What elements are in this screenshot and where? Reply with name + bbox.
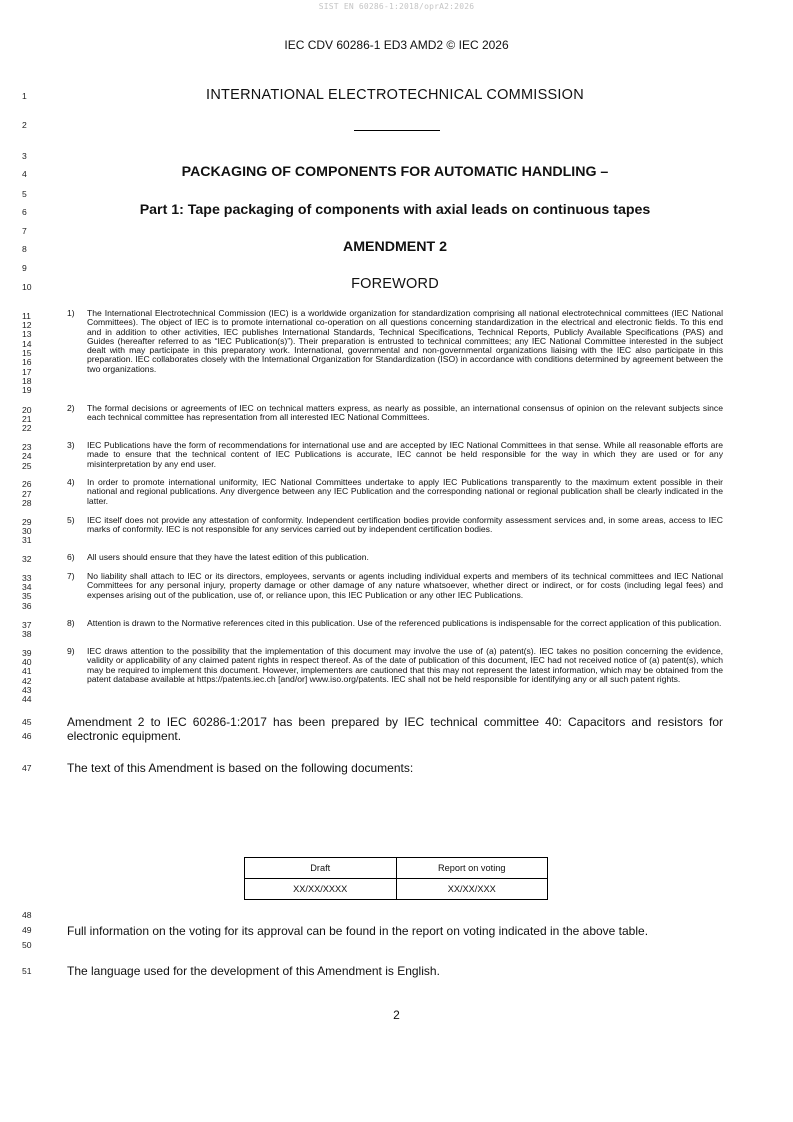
line-number: 44 [22, 694, 32, 704]
line-number: 2 [22, 120, 27, 130]
title-divider [354, 130, 440, 131]
foreword-item [67, 553, 723, 562]
line-number: 29 [22, 517, 32, 527]
foreword-item [67, 478, 723, 506]
item-text: All users should ensure that they have the latest edition of this publication. [87, 552, 369, 562]
item-number: 2) [67, 403, 75, 413]
line-number: 20 [22, 405, 32, 415]
line-number: 32 [22, 554, 32, 564]
line-number: 3 [22, 151, 27, 161]
line-number: 38 [22, 629, 32, 639]
line-number: 1 [22, 91, 27, 101]
line-number: 24 [22, 451, 32, 461]
foreword-item [67, 516, 723, 535]
line-number: 37 [22, 620, 32, 630]
line-number: 34 [22, 582, 32, 592]
line-number: 14 [22, 339, 32, 349]
line-number: 51 [22, 966, 32, 976]
item-text: In order to promote international uniformity, IEC National Committees undertake to apply IEC Publications transparently to the maximum extent possible in their national and regional publications. Any divergence between any IEC Publication and the corresponding national or regional publication shall be clearly indicated in the latter. [87, 477, 723, 506]
line-number: 49 [22, 925, 32, 935]
line-number: 16 [22, 357, 32, 367]
page-number: 2 [393, 1008, 400, 1022]
line-number: 42 [22, 676, 32, 686]
line-number: 9 [22, 263, 27, 273]
organization-name: INTERNATIONAL ELECTROTECHNICAL COMMISSION [206, 87, 584, 103]
line-number: 27 [22, 489, 32, 499]
line-number: 33 [22, 573, 32, 583]
item-text: IEC itself does not provide any attestation of conformity. Independent certification bodies provide conformity assessment services and, in some areas, access to IEC marks of conformity. IEC is not responsible for any services carried out by independent certification bodies. [87, 515, 723, 535]
table-cell-draft: XX/XX/XXXX [245, 879, 397, 900]
item-number: 8) [67, 618, 75, 628]
line-number: 35 [22, 591, 32, 601]
document-part-title: Part 1: Tape packaging of components with axial leads on continuous tapes [139, 202, 651, 218]
foreword-item [67, 404, 723, 423]
line-number: 28 [22, 498, 32, 508]
item-text: The International Electrotechnical Commission (IEC) is a worldwide organization for standardization comprising all national electrotechnical committees (IEC National Committees). The object of IEC is to promote international co-operation on all questions concerning standardization in the electrical and electronic fields. To this end and in addition to other activities, IEC publishes International Standards, Technical Specifications, Technical Reports, Publicly Available Specifications (PAS) and Guides (hereafter referred to as “IEC Publication(s)”). Their preparation is entrusted to technical committees; any IEC National Committee interested in the subject dealt with may participate in this preparatory work. International, governmental and non-governmental organizations liaising with the IEC also participate in this preparation. IEC collaborates closely with the International Organization for Standardization (ISO) in accordance with conditions determined by agreement between the two organizations. [87, 308, 723, 374]
line-number: 46 [22, 731, 32, 741]
item-text: No liability shall attach to IEC or its directors, employees, servants or agents including individual experts and members of its technical committees and IEC National Committees for any personal injury, property damage or other damage of any nature whatsoever, whether direct or indirect, or for costs (including legal fees) and expenses arising out of the publication, use of, or reliance upon, this IEC Publication or any other IEC Publications. [87, 571, 723, 600]
line-number: 22 [22, 423, 32, 433]
item-number: 1) [67, 308, 75, 318]
foreword-item [67, 441, 723, 469]
line-number: 21 [22, 414, 32, 424]
line-number: 17 [22, 367, 32, 377]
line-number: 23 [22, 442, 32, 452]
line-number: 48 [22, 910, 32, 920]
voting-table [244, 857, 548, 900]
line-number: 39 [22, 648, 32, 658]
item-number: 4) [67, 477, 75, 487]
line-number: 50 [22, 940, 32, 950]
document-watermark: SIST EN 60286-1:2018/oprA2:2026 [318, 2, 475, 11]
line-number: 31 [22, 535, 32, 545]
line-number: 19 [22, 385, 32, 395]
line-number: 13 [22, 329, 32, 339]
line-number: 12 [22, 320, 32, 330]
table-row [245, 879, 548, 900]
foreword-item [67, 572, 723, 600]
line-number: 6 [22, 207, 27, 217]
table-header-draft: Draft [245, 858, 397, 879]
line-number: 26 [22, 479, 32, 489]
table-cell-report: XX/XX/XXX [396, 879, 548, 900]
line-number: 30 [22, 526, 32, 536]
line-number: 15 [22, 348, 32, 358]
line-number: 43 [22, 685, 32, 695]
item-number: 7) [67, 571, 75, 581]
line-number: 25 [22, 461, 32, 471]
line-number: 40 [22, 657, 32, 667]
foreword-item [67, 309, 723, 374]
language-paragraph: The language used for the development of this Amendment is English. [67, 964, 440, 978]
full-info-paragraph: Full information on the voting for its approval can be found in the report on voting indicated in the above table. [67, 924, 649, 938]
line-number: 8 [22, 244, 27, 254]
item-number: 9) [67, 646, 75, 656]
line-number: 45 [22, 717, 32, 727]
line-number: 18 [22, 376, 32, 386]
item-number: 3) [67, 440, 75, 450]
item-text: IEC Publications have the form of recommendations for international use and are accepted by IEC National Committees in that sense. While all reasonable efforts are made to ensure that the technical content of IEC Publications is accurate, IEC cannot be held responsible for the way in which they are used or for any misinterpretation by any end user. [87, 440, 723, 469]
foreword-item [67, 619, 723, 628]
line-number: 41 [22, 666, 32, 676]
line-number: 7 [22, 226, 27, 236]
item-number: 6) [67, 552, 75, 562]
line-number: 47 [22, 763, 32, 773]
table-header-row [245, 858, 548, 879]
based-on-paragraph: The text of this Amendment is based on the following documents: [67, 761, 414, 775]
item-text: Attention is drawn to the Normative references cited in this publication. Use of the referenced publications is indispensable for the correct application of this publication. [87, 618, 722, 628]
document-title: PACKAGING OF COMPONENTS FOR AUTOMATIC HANDLING – [181, 164, 609, 180]
line-number: 36 [22, 601, 32, 611]
line-number: 11 [22, 311, 31, 321]
item-text: IEC draws attention to the possibility that the implementation of this document may involve the use of (a) patent(s). IEC takes no position concerning the evidence, validity or applicability of any claimed patent rights in respect thereof. As of the date of publication of this document, IEC had not received notice of (a) patent(s), which may be required to implement this document. However, implementers are cautioned that this may not represent the latest information, which may be obtained from the patent database available at https://patents.iec.ch [and/or] www.iso.org/patents. IEC shall not be held responsible for identifying any or all such patent rights. [87, 646, 723, 684]
line-number: 5 [22, 189, 27, 199]
foreword-heading: FOREWORD [351, 276, 439, 292]
table-header-report: Report on voting [396, 858, 548, 879]
line-number: 10 [22, 282, 32, 292]
line-number: 4 [22, 169, 27, 179]
prepared-by-paragraph: Amendment 2 to IEC 60286-1:2017 has been prepared by IEC technical committee 40: Capacitors and resistors for electronic equipment. [67, 715, 723, 743]
amendment-heading: AMENDMENT 2 [342, 239, 448, 255]
page-header: IEC CDV 60286-1 ED3 AMD2 © IEC 2026 [284, 38, 509, 52]
item-text: The formal decisions or agreements of IEC on technical matters express, as nearly as possible, an international consensus of opinion on the relevant subjects since each technical committee has representation from all interested IEC National Committees. [87, 403, 723, 423]
foreword-item [67, 647, 723, 684]
item-number: 5) [67, 515, 75, 525]
